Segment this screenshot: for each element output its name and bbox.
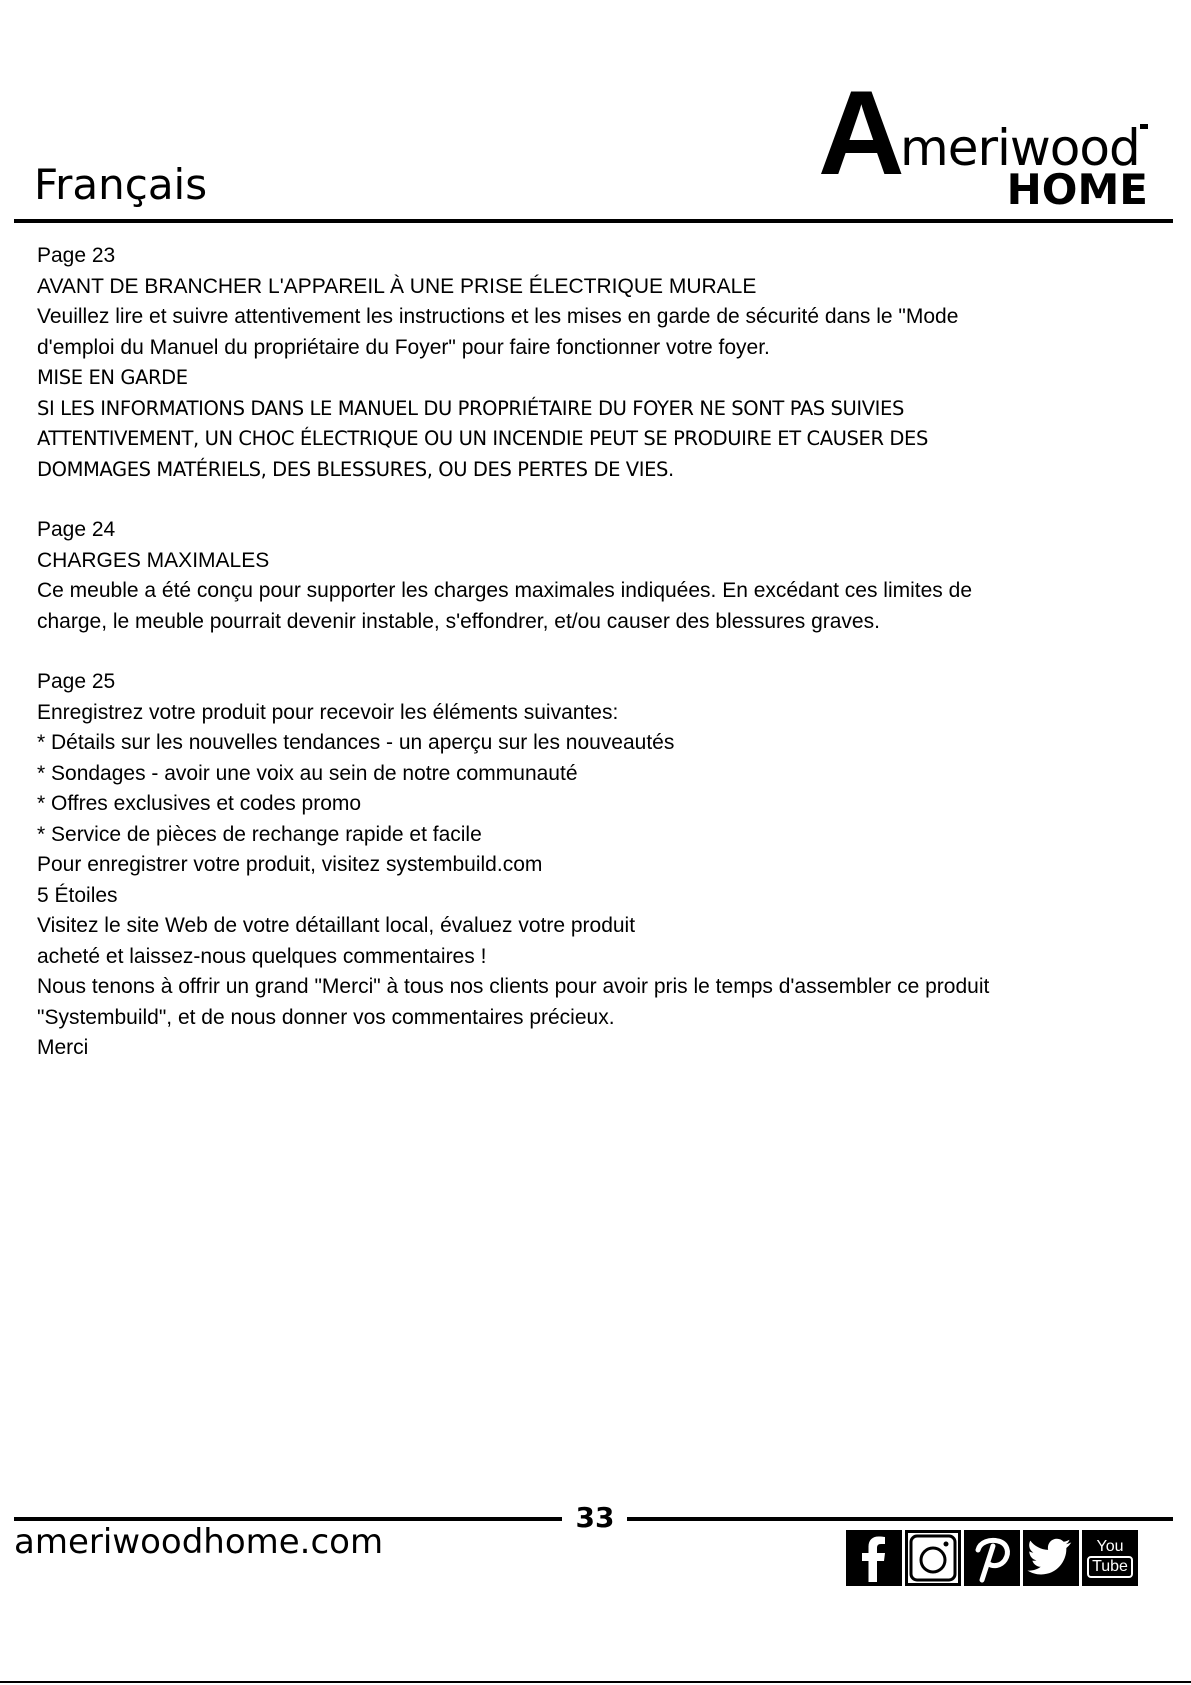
text-line: * Sondages - avoir une voix au sein de notre communauté (37, 761, 578, 785)
text-line: Pour enregistrer votre produit, visitez systembuild.com (37, 853, 543, 876)
section-1 (37, 241, 1157, 485)
twitter-icon (1023, 1530, 1079, 1586)
text-line: ATTENTIVEMENT, UN CHOC ÉLECTRIQUE OU UN INCENDIE PEUT SE PRODUIRE ET CAUSER DES (37, 427, 928, 450)
youtube-tube-text: Tube (1087, 1556, 1133, 1578)
website-url: ameriwoodhome.com (14, 1522, 384, 1562)
text-line: * Offres exclusives et codes promo (37, 792, 362, 815)
document-body (37, 241, 1157, 1064)
header-divider (14, 219, 1173, 223)
page-number: 33 (575, 1501, 615, 1534)
section-3 (37, 667, 1157, 1064)
language-heading: Français (34, 160, 208, 209)
text-line: acheté et laissez-nous quelques commentaires ! (37, 944, 487, 968)
text-line: Enregistrez votre produit pour recevoir les éléments suivantes: (37, 700, 619, 724)
text-line: Veuillez lire et suivre attentivement les instructions et les mises en garde de sécurité dans le "Mode (37, 305, 959, 328)
section-2 (37, 515, 1157, 637)
page-bottom-edge (0, 1681, 1191, 1683)
text-line: MISE EN GARDE (37, 366, 188, 389)
text-line: d'emploi du Manuel du propriétaire du Foyer" pour faire fonctionner votre foyer. (37, 335, 770, 359)
text-line: SI LES INFORMATIONS DANS LE MANUEL DU PROPRIÉTAIRE DU FOYER NE SONT PAS SUIVIES (37, 396, 904, 420)
youtube-icon (1082, 1530, 1138, 1586)
logo-home-text: HOME (1006, 165, 1148, 214)
text-line: CHARGES MAXIMALES (37, 548, 270, 572)
section-page-label: Page 23 (37, 244, 116, 267)
text-line: DOMMAGES MATÉRIELS, DES BLESSURES, OU DES PERTES DE VIES. (37, 457, 674, 481)
instagram-icon (905, 1530, 961, 1586)
logo-wordmark: meriwood (900, 119, 1140, 177)
text-line: AVANT DE BRANCHER L'APPAREIL À UNE PRISE ÉLECTRIQUE MURALE (37, 274, 757, 298)
text-line: "Systembuild", et de nous donner vos commentaires précieux. (37, 1005, 615, 1029)
logo-letter-a: A (818, 66, 905, 200)
text-line: * Service de pièces de rechange rapide et facile (37, 822, 482, 846)
footer-divider-right (627, 1517, 1173, 1521)
facebook-icon (846, 1530, 902, 1586)
ameriwood-home-logo (818, 66, 1158, 214)
section-page-label: Page 24 (37, 518, 116, 541)
youtube-you-text: You (1096, 1538, 1124, 1555)
text-line: Merci (37, 1036, 89, 1059)
logo-trademark-mark (1140, 124, 1148, 129)
text-line: 5 Étoiles (37, 883, 118, 907)
text-line: charge, le meuble pourrait devenir instable, s'effondrer, et/ou causer des blessures graves. (37, 609, 880, 633)
section-page-label: Page 25 (37, 670, 116, 693)
pinterest-icon (964, 1530, 1020, 1586)
text-line: * Détails sur les nouvelles tendances - un aperçu sur les nouveautés (37, 731, 675, 754)
social-icons (846, 1530, 1138, 1586)
text-line: Ce meuble a été conçu pour supporter les charges maximales indiquées. En excédant ces limites de (37, 579, 973, 602)
text-line: Visitez le site Web de votre détaillant local, évaluez votre produit (37, 914, 636, 937)
text-line: Nous tenons à offrir un grand "Merci" à tous nos clients pour avoir pris le temps d'assembler ce produit (37, 975, 990, 998)
